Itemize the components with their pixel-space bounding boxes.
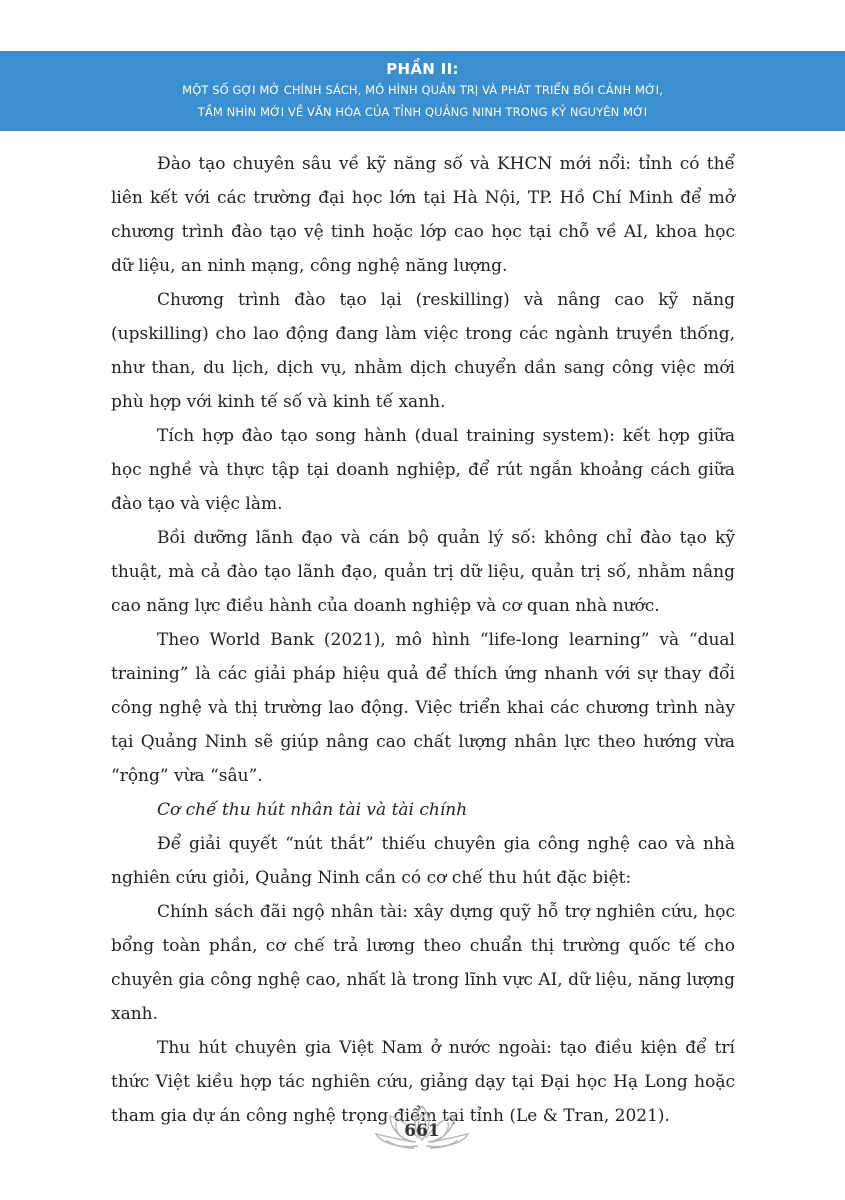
paragraph-bottleneck: Để giải quyết “nút thắt” thiếu chuyên gia công nghệ cao và nhà nghiên cứu giỏi, Quảng Ninh cần có cơ chế thu hút đặc biệt: (111, 834, 735, 888)
subheading-talent-finance: Cơ chế thu hút nhân tài và tài chính (157, 800, 468, 820)
paragraph-dual-training: Tích hợp đào tạo song hành (dual training system): kết hợp giữa học nghề và thực tập tại doanh nghiệp, để rút ngắn khoảng cách giữa đào tạo và việc làm. (111, 426, 735, 514)
part-subtitle-line-1: MỘT SỐ GỢI MỞ CHÍNH SÁCH, MÔ HÌNH QUẢN TRỊ VÀ PHÁT TRIỂN BỐI CẢNH MỚI, (182, 83, 663, 97)
part-subtitle-line-2: TẦM NHÌN MỚI VỀ VĂN HÓA CỦA TỈNH QUẢNG NINH TRONG KỶ NGUYÊN MỚI (197, 105, 648, 119)
part-title: PHẦN II: (386, 60, 459, 78)
paragraph-digital-skills-training: Đào tạo chuyên sâu về kỹ năng số và KHCN mới nổi: tỉnh có thể liên kết với các trường đại học lớn tại Hà Nội, TP. Hồ Chí Minh để mở chương trình đào tạo vệ tinh hoặc lớp cao học tại chỗ về AI, khoa học dữ liệu, an ninh mạng, công nghệ năng lượng. (111, 154, 735, 276)
section-header (0, 51, 845, 131)
paragraph-reskilling-upskilling: Chương trình đào tạo lại (reskilling) và nâng cao kỹ năng (upskilling) cho lao động đang làm việc trong các ngành truyền thống, như than, du lịch, dịch vụ, nhằm dịch chuyển dần sang công việc mới phù hợp với kinh tế số và kinh tế xanh. (111, 290, 735, 412)
paragraph-world-bank-citation: Theo World Bank (2021), mô hình “life-long learning” và “dual training” là các giải pháp hiệu quả để thích ứng nhanh với sự thay đổi công nghệ và thị trường lao động. Việc triển khai các chương trình này tại Quảng Ninh sẽ giúp nâng cao chất lượng nhân lực theo hướng vừa “rộng” vừa “sâu”. (111, 630, 735, 786)
paragraph-overseas-experts: Thu hút chuyên gia Việt Nam ở nước ngoài: tạo điều kiện để trí thức Việt kiều hợp tác nghiên cứu, giảng dạy tại Đại học Hạ Long hoặc tham gia dự án công nghệ trọng điểm tại tỉnh (Le & Tran, 2021). (111, 1038, 735, 1126)
page-number: 661 (404, 1121, 440, 1141)
paragraph-talent-policy: Chính sách đãi ngộ nhân tài: xây dựng quỹ hỗ trợ nghiên cứu, học bổng toàn phần, cơ chế trả lương theo chuẩn thị trường quốc tế cho chuyên gia công nghệ cao, nhất là trong lĩnh vực AI, dữ liệu, năng lượng xanh. (111, 902, 735, 1024)
page-body (111, 147, 735, 1133)
page-footer (372, 1102, 472, 1162)
paragraph-digital-leadership: Bồi dưỡng lãnh đạo và cán bộ quản lý số: không chỉ đào tạo kỹ thuật, mà cả đào tạo lãnh đạo, quản trị dữ liệu, quản trị số, nhằm nâng cao năng lực điều hành của doanh nghiệp và cơ quan nhà nước. (111, 528, 735, 616)
